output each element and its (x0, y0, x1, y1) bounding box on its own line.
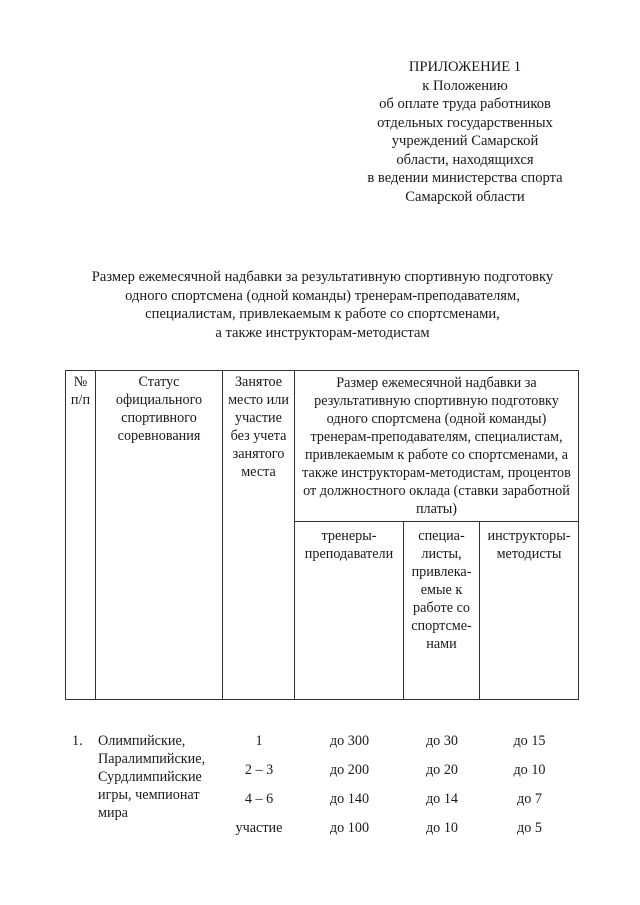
cell-place: 4 – 6 (244, 791, 274, 807)
appendix-line: ПРИЛОЖЕНИЕ 1 (408, 59, 522, 75)
appendix-line: к Положению (422, 77, 508, 94)
header-num: № п/п (66, 371, 96, 700)
cell-specialists: до 30 (425, 733, 459, 749)
status-line: Сурдлимпийские (98, 769, 202, 785)
cell-instructors: до 15 (513, 733, 546, 749)
appendix-line: учреждений Самарской (391, 133, 539, 149)
cell-specialists: до 20 (425, 762, 459, 778)
table-row (0, 732, 640, 842)
cell-instructors: до 7 (517, 791, 542, 807)
cell-place: участие (235, 820, 283, 836)
title-line: Размер ежемесячной надбавки за результативную спортивную подготовку (91, 269, 554, 285)
header-status: Статус официального спортивного соревнования (96, 371, 223, 700)
header-coaches: тренеры-преподаватели (295, 522, 404, 700)
cell-place: 1 (255, 733, 263, 749)
row-status (98, 732, 223, 822)
title-line: одного спортсмена (одной команды) тренерам-преподавателям, (125, 287, 520, 304)
cell-coaches: до 100 (329, 820, 370, 836)
header-specialists: специа-листы, привлека-емые к работе со спортсме-нами (404, 522, 480, 700)
title-line: а также инструкторам-методистам (215, 324, 430, 341)
appendix-line: Самарской области (405, 188, 525, 205)
appendix-header (350, 58, 580, 206)
title-line: специалистам, привлекаемым к работе со спортсменами, (145, 306, 500, 322)
appendix-line: об оплате труда работников (379, 96, 551, 112)
status-line: Олимпийские, (98, 733, 186, 749)
cell-specialists: до 10 (425, 820, 459, 836)
status-line: Паралимпийские, (98, 751, 206, 767)
header-instructors: инструкторы-методисты (480, 522, 579, 700)
allowance-table-header (65, 370, 579, 700)
header-place: Занятое место или участие без учета занятого места (223, 371, 295, 700)
cell-coaches: до 140 (329, 791, 370, 807)
status-line: игры, чемпионат (98, 787, 200, 803)
status-line: мира (98, 805, 128, 821)
appendix-line: отдельных государственных (377, 114, 553, 131)
cell-specialists: до 14 (425, 791, 459, 807)
cell-coaches: до 300 (329, 733, 370, 749)
cell-place: 2 – 3 (244, 762, 274, 778)
row-number: 1. (72, 733, 83, 749)
document-title (40, 268, 605, 342)
cell-coaches: до 200 (329, 762, 370, 778)
cell-instructors: до 10 (513, 762, 546, 778)
header-allowance: Размер ежемесячной надбавки за результативную спортивную подготовку одного спортсмена (одной команды) тренерам-преподавателям, специалистам, привлекаемым к работе со спортсменами, а также инструкторам-методистам, процентов от должностного оклада (ставки заработной платы) (295, 371, 579, 522)
appendix-line: области, находящихся (396, 151, 534, 168)
cell-instructors: до 5 (517, 820, 542, 836)
appendix-line: в ведении министерства спорта (367, 170, 563, 186)
